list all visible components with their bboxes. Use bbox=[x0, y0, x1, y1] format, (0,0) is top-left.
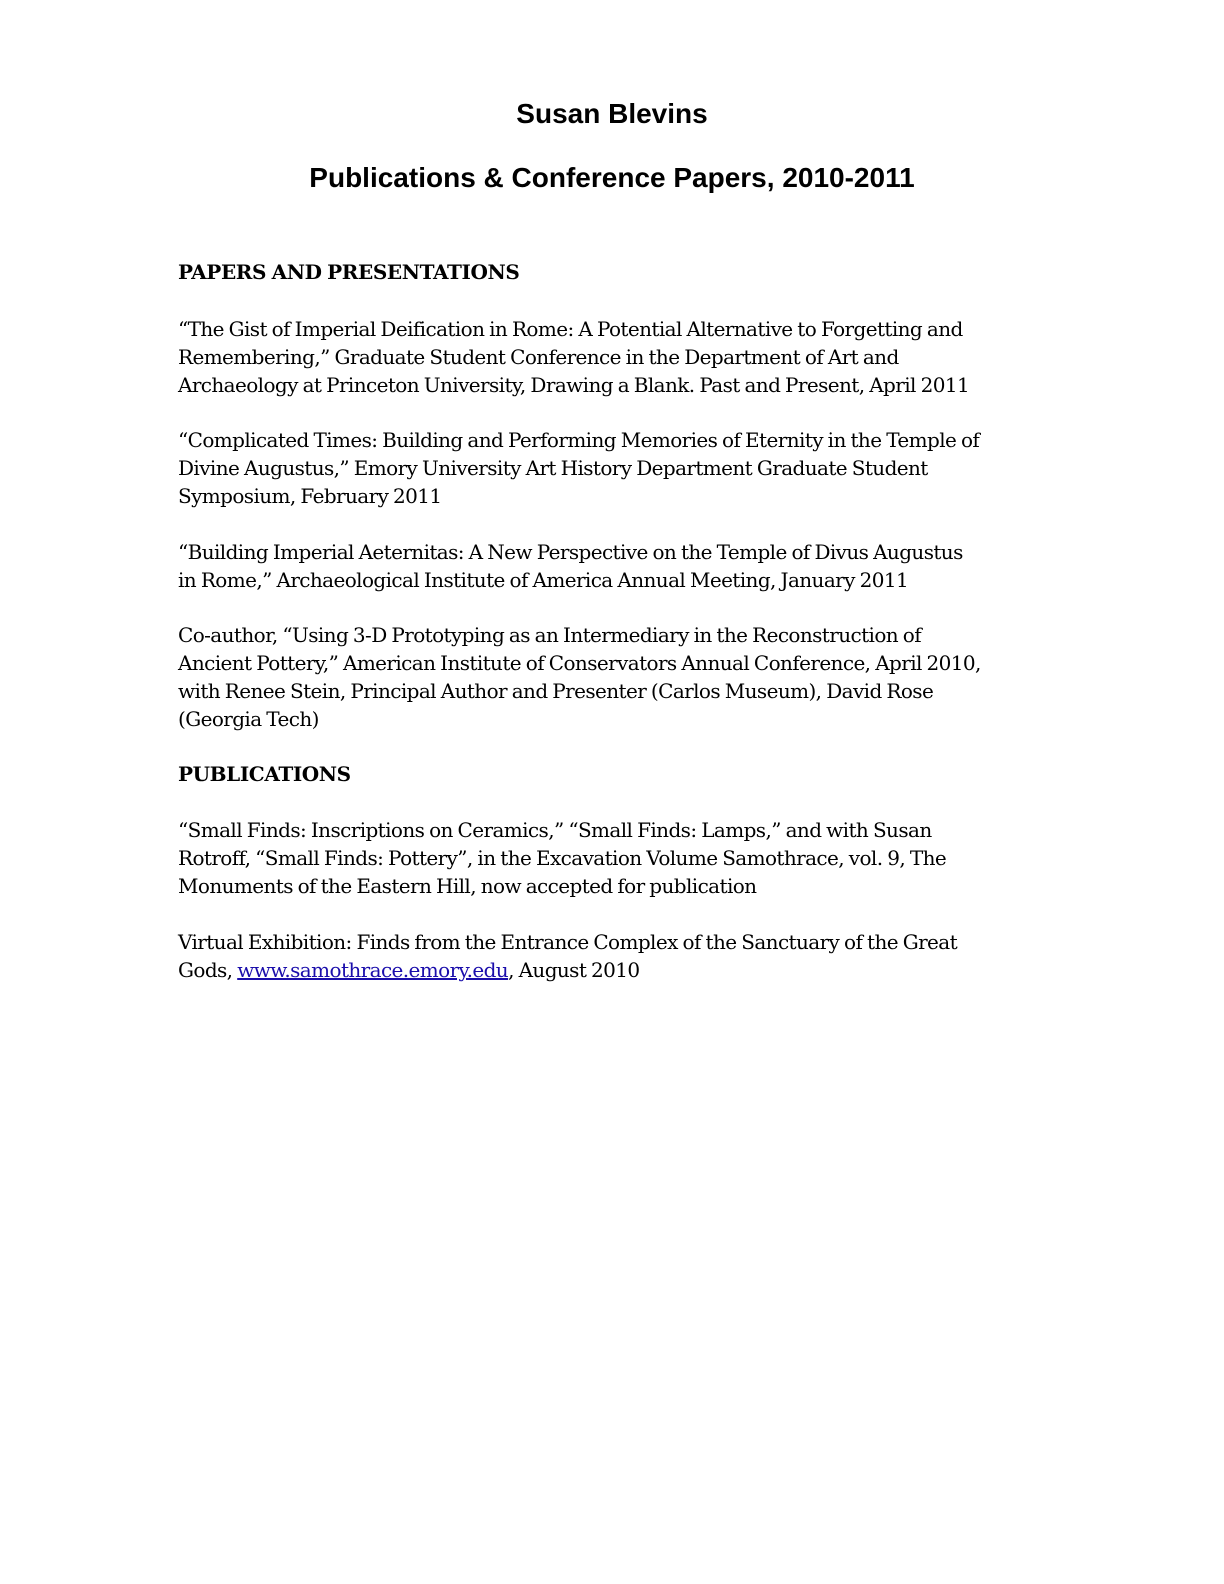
paper-entry-2-line-2: Divine Augustus,” Emory University Art History Department Graduate Student bbox=[178, 456, 928, 480]
paper-entry-4-line-1: Co-author, “Using 3-D Prototyping as an Intermediary in the Reconstruction of bbox=[178, 623, 922, 647]
paper-entry-3-line-1: “Building Imperial Aeternitas: A New Perspective on the Temple of Divus Augustus bbox=[178, 540, 963, 564]
publications-section-heading: PUBLICATIONS bbox=[178, 762, 351, 786]
paper-entry-4-line-4: (Georgia Tech) bbox=[178, 707, 319, 731]
papers-section-heading: PAPERS AND PRESENTATIONS bbox=[178, 260, 520, 284]
publication-entry-2-line-2 bbox=[178, 956, 1058, 984]
paper-entry-1 bbox=[178, 315, 1058, 399]
publication-entry-2-prefix: Gods, bbox=[178, 958, 238, 982]
paper-entry-4-line-3: with Renee Stein, Principal Author and Presenter (Carlos Museum), David Rose bbox=[178, 679, 934, 703]
samothrace-website-link[interactable]: www.samothrace.emory.edu bbox=[237, 958, 509, 982]
paper-entry-2-line-1: “Complicated Times: Building and Performing Memories of Eternity in the Temple of bbox=[178, 428, 980, 452]
publication-entry-1-line-2: Rotroff, “Small Finds: Pottery”, in the Excavation Volume Samothrace, vol. 9, The bbox=[178, 846, 947, 870]
paper-entry-3-line-2: in Rome,” Archaeological Institute of America Annual Meeting, January 2011 bbox=[178, 568, 909, 592]
paper-entry-1-line-2: Remembering,” Graduate Student Conference in the Department of Art and bbox=[178, 345, 899, 369]
publication-entry-2-line-1: Virtual Exhibition: Finds from the Entrance Complex of the Sanctuary of the Great bbox=[178, 930, 958, 954]
paper-entry-2-line-3: Symposium, February 2011 bbox=[178, 484, 442, 508]
publication-entry-2-suffix: , August 2010 bbox=[508, 958, 640, 982]
paper-entry-4 bbox=[178, 621, 1058, 733]
document-title: Publications & Conference Papers, 2010-2011 bbox=[309, 162, 915, 193]
publication-entry-1-line-1: “Small Finds: Inscriptions on Ceramics,” “Small Finds: Lamps,” and with Susan bbox=[178, 818, 932, 842]
author-name: Susan Blevins bbox=[516, 98, 708, 129]
publication-entry-1-line-3: Monuments of the Eastern Hill, now accepted for publication bbox=[178, 874, 757, 898]
paper-entry-1-line-3: Archaeology at Princeton University, Drawing a Blank. Past and Present, April 2011 bbox=[178, 373, 970, 397]
publication-entry-2 bbox=[178, 928, 1058, 984]
publication-entry-1 bbox=[178, 816, 1058, 900]
paper-entry-2 bbox=[178, 426, 1058, 510]
paper-entry-3 bbox=[178, 538, 1058, 594]
paper-entry-1-line-1: “The Gist of Imperial Deification in Rome: A Potential Alternative to Forgetting and bbox=[178, 317, 963, 341]
paper-entry-4-line-2: Ancient Pottery,” American Institute of Conservators Annual Conference, April 2010, bbox=[178, 651, 981, 675]
